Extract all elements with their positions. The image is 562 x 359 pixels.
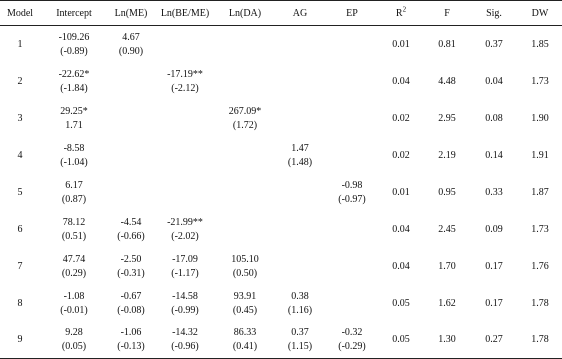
ln-beme-cell [154, 100, 216, 137]
coef: 0.37 [291, 327, 309, 338]
r-squared-value: 0.04 [392, 260, 410, 272]
header-intercept: Intercept [40, 1, 108, 26]
table-row [0, 137, 562, 174]
sig-value: 0.14 [485, 149, 503, 161]
ep-cell [326, 211, 378, 248]
r-squared-value: 0.05 [378, 322, 424, 359]
coef: 29.25* [60, 105, 88, 117]
ln-me-cell [108, 26, 154, 64]
f-value: 0.81 [438, 38, 456, 50]
ln-beme-cell [154, 26, 216, 64]
t-stat: (-0.97) [338, 193, 366, 205]
dw-value: 1.76 [531, 260, 549, 272]
sig-value: 0.09 [485, 223, 503, 235]
table-row [0, 248, 562, 285]
ln-me-cell [108, 248, 154, 285]
t-stat: (0.50) [232, 267, 258, 279]
model-number: 2 [17, 75, 23, 87]
coef: 105.10 [231, 253, 259, 265]
r-squared-value: 0.04 [392, 223, 410, 235]
r-squared-value: 0.02 [392, 149, 410, 161]
coef: 78.12 [62, 216, 86, 228]
dw-value: 1.73 [531, 223, 549, 235]
intercept-cell [40, 137, 108, 174]
model-number: 7 [17, 260, 23, 272]
ep-cell [326, 285, 378, 322]
dw-value: 1.85 [531, 38, 549, 50]
coef: -0.67 [120, 290, 142, 302]
header-r2-base: R [395, 7, 403, 19]
table-body [0, 26, 562, 359]
t-stat: (-0.01) [60, 304, 88, 316]
ln-me-cell [108, 211, 154, 248]
t-stat: (0.87) [61, 193, 87, 205]
ag-cell [274, 285, 326, 322]
sig-value: 0.37 [485, 38, 503, 50]
header-sig: Sig. [470, 1, 518, 26]
ln-me-cell [108, 137, 154, 174]
ln-me-cell [108, 285, 154, 322]
table-row [0, 100, 562, 137]
ln-da-cell [216, 285, 274, 322]
coef: -1.06 [120, 327, 142, 338]
table-row [0, 211, 562, 248]
ag-cell [274, 248, 326, 285]
coef: 0.38 [291, 290, 309, 302]
ep-cell [326, 248, 378, 285]
coef: -0.32 [341, 327, 363, 338]
intercept-cell [40, 174, 108, 211]
ag-cell [274, 100, 326, 137]
sig-value: 0.04 [485, 75, 503, 87]
r-squared-value: 0.01 [392, 38, 410, 50]
t-stat: (0.45) [232, 304, 258, 316]
sig-value: 0.17 [485, 297, 503, 309]
t-stat: (0.05) [61, 341, 87, 352]
header-r-squared [378, 1, 424, 26]
dw-value: 1.73 [531, 75, 549, 87]
ep-cell [326, 137, 378, 174]
f-value: 1.30 [424, 322, 470, 359]
ln-me-cell [108, 174, 154, 211]
coef: -109.26 [58, 31, 90, 43]
ln-me-cell [108, 100, 154, 137]
t-stat: (0.41) [232, 341, 258, 352]
header-ln-me: Ln(ME) [108, 1, 154, 26]
model-number: 4 [17, 149, 23, 161]
r-squared-value: 0.02 [392, 112, 410, 124]
t-stat: (0.29) [61, 267, 87, 279]
header-ep: EP [326, 1, 378, 26]
intercept-cell [40, 248, 108, 285]
ag-cell [274, 174, 326, 211]
r-squared-value: 0.01 [392, 186, 410, 198]
coef: -4.54 [120, 216, 142, 228]
model-number: 3 [17, 112, 23, 124]
ag-cell [274, 26, 326, 64]
t-stat: (-0.66) [117, 230, 145, 242]
coef: 9.28 [65, 327, 83, 338]
t-stat: (0.90) [118, 45, 144, 57]
r-squared-value: 0.04 [392, 75, 410, 87]
ag-cell [274, 63, 326, 100]
ln-da-cell [216, 137, 274, 174]
coef: -17.19** [167, 68, 203, 80]
ln-beme-cell [154, 322, 216, 359]
coef: 47.74 [62, 253, 86, 265]
coef: -14.58 [172, 290, 198, 302]
table-row [0, 26, 562, 64]
t-stat: (-0.08) [117, 304, 145, 316]
t-stat: (-0.13) [117, 341, 145, 352]
coef: -8.58 [63, 142, 85, 154]
table-row [0, 322, 562, 359]
sig-value: 0.33 [485, 186, 503, 198]
coef: -1.08 [63, 290, 85, 302]
ag-cell [274, 211, 326, 248]
t-stat: (-0.89) [60, 45, 88, 57]
coef: -17.09 [172, 253, 198, 265]
intercept-cell [40, 211, 108, 248]
header-ln-da: Ln(DA) [216, 1, 274, 26]
t-stat: (-2.02) [171, 230, 199, 242]
header-dw: DW [518, 1, 562, 26]
table-row [0, 174, 562, 211]
f-value: 1.62 [438, 297, 456, 309]
ln-da-cell [216, 322, 274, 359]
t-stat: (0.51) [61, 230, 87, 242]
coef: -22.62* [58, 68, 90, 80]
ep-cell [326, 100, 378, 137]
ln-beme-cell [154, 63, 216, 100]
ep-cell [326, 322, 378, 359]
t-stat: (-1.17) [171, 267, 199, 279]
t-stat: (1.72) [232, 119, 258, 131]
t-stat: (-1.04) [60, 156, 88, 168]
ln-beme-cell [154, 285, 216, 322]
header-ag: AG [274, 1, 326, 26]
header-f: F [424, 1, 470, 26]
coef: 6.17 [65, 179, 83, 191]
ep-cell [326, 174, 378, 211]
sig-value: 0.27 [470, 322, 518, 359]
header-r2-superscript: 2 [402, 5, 407, 14]
ln-me-cell [108, 63, 154, 100]
f-value: 1.70 [438, 260, 456, 272]
model-number: 9 [0, 322, 40, 359]
coef: -14.32 [172, 327, 198, 338]
t-stat: (-0.96) [171, 341, 199, 352]
ln-beme-cell [154, 211, 216, 248]
dw-value: 1.91 [531, 149, 549, 161]
r-squared-value: 0.05 [392, 297, 410, 309]
coef: -0.98 [341, 179, 363, 191]
ln-beme-cell [154, 137, 216, 174]
header-ln-beme: Ln(BE/ME) [154, 1, 216, 26]
dw-value: 1.78 [531, 297, 549, 309]
f-value: 2.95 [438, 112, 456, 124]
sig-value: 0.17 [485, 260, 503, 272]
coef: -2.50 [120, 253, 142, 265]
header-model: Model [0, 1, 40, 26]
t-stat: (-0.99) [171, 304, 199, 316]
f-value: 2.45 [438, 223, 456, 235]
intercept-cell [40, 322, 108, 359]
t-stat: (1.16) [287, 304, 313, 316]
table-row [0, 63, 562, 100]
sig-value: 0.08 [485, 112, 503, 124]
ln-beme-cell [154, 248, 216, 285]
coef: 86.33 [233, 327, 257, 338]
table-header [0, 1, 562, 26]
ln-da-cell [216, 174, 274, 211]
f-value: 0.95 [438, 186, 456, 198]
ln-beme-cell [154, 174, 216, 211]
coef: 1.47 [291, 142, 309, 154]
t-stat: (-2.12) [171, 82, 199, 94]
ln-da-cell [216, 63, 274, 100]
ep-cell [326, 63, 378, 100]
model-number: 8 [17, 297, 23, 309]
ln-da-cell [216, 100, 274, 137]
ln-da-cell [216, 26, 274, 64]
table-row [0, 285, 562, 322]
model-number: 6 [17, 223, 23, 235]
t-stat: (-0.29) [338, 341, 366, 352]
ln-da-cell [216, 211, 274, 248]
header-row [0, 1, 562, 26]
coef: -21.99** [167, 216, 203, 228]
dw-value: 1.87 [531, 186, 549, 198]
ln-me-cell [108, 322, 154, 359]
coef: 4.67 [122, 31, 140, 43]
t-stat: (1.48) [287, 156, 313, 168]
t-stat: 1.71 [65, 119, 83, 131]
ag-cell [274, 322, 326, 359]
coef: 267.09* [228, 105, 262, 117]
f-value: 4.48 [438, 75, 456, 87]
t-stat: (-1.84) [60, 82, 88, 94]
model-number: 1 [17, 38, 23, 50]
t-stat: (1.15) [287, 341, 313, 352]
intercept-cell [40, 26, 108, 64]
intercept-cell [40, 100, 108, 137]
intercept-cell [40, 63, 108, 100]
t-stat: (-0.31) [117, 267, 145, 279]
ep-cell [326, 26, 378, 64]
ag-cell [274, 137, 326, 174]
ln-da-cell [216, 248, 274, 285]
model-number: 5 [17, 186, 23, 198]
coef: 93.91 [233, 290, 257, 302]
f-value: 2.19 [438, 149, 456, 161]
dw-value: 1.78 [518, 322, 562, 359]
intercept-cell [40, 285, 108, 322]
dw-value: 1.90 [531, 112, 549, 124]
